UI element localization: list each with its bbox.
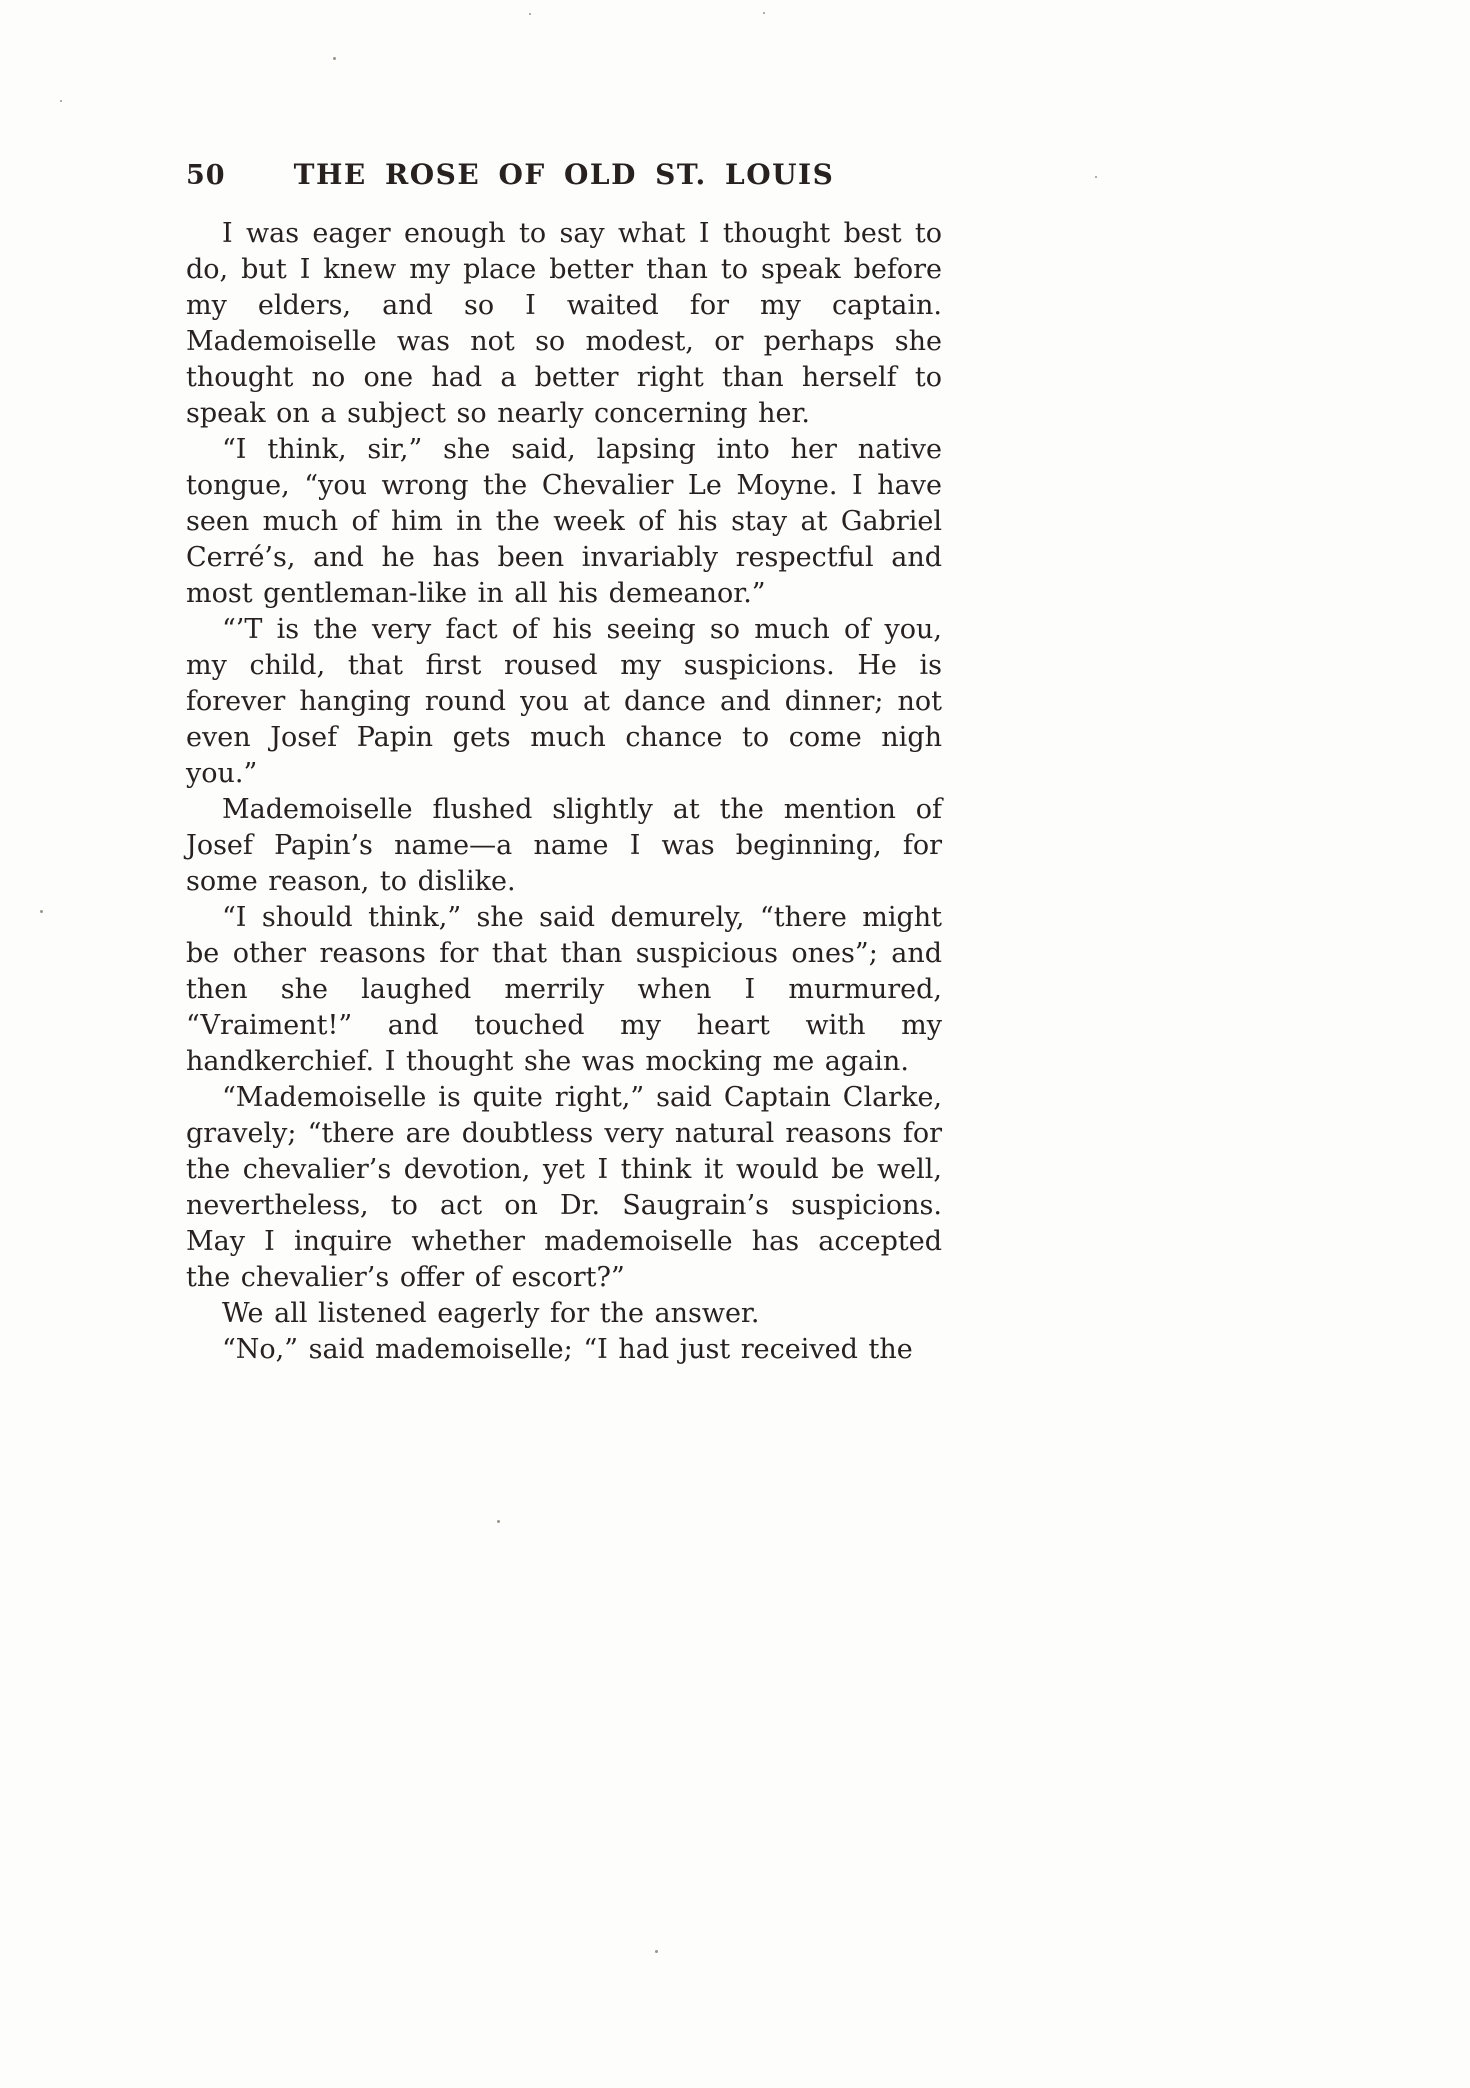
paragraph: “I should think,” she said demurely, “there might be other reasons for that than suspicious ones”; and then she laughed merrily when I murmured, “Vraiment!” and touched my heart with my handkerchief. I thought she was mocking me again. [186,902,942,1077]
paragraph: “No,” said mademoiselle; “I had just received the [222,1334,913,1365]
scan-speck [60,100,62,102]
page-header [186,158,942,200]
paragraph: Mademoiselle flushed slightly at the mention of Josef Papin’s name—a name I was beginning, for some reason, to dislike. [186,794,942,897]
scan-speck [40,910,43,913]
paragraph: We all listened eagerly for the answer. [222,1298,760,1329]
paragraph: “I think, sir,” she said, lapsing into her native tongue, “you wrong the Chevalier Le Moyne. I have seen much of him in the week of his stay at Gabriel Cerré’s, and he has been invariably respectful and most gentleman-like in all his demeanor.” [186,434,942,609]
paragraph: I was eager enough to say what I thought best to do, but I knew my place better than to speak before my elders, and so I waited for my captain. Mademoiselle was not so modest, or perhaps she thought no one had a better right than herself to speak on a subject so nearly concerning her. [186,218,942,429]
scan-speck [497,1520,500,1523]
paragraph: “Mademoiselle is quite right,” said Captain Clarke, gravely; “there are doubtless very natural reasons for the chevalier’s devotion, yet I think it would be well, nevertheless, to act on Dr. Saugrain’s suspicions. May I inquire whether mademoiselle has accepted the chevalier’s offer of escort?” [186,1082,942,1293]
body-text [186,216,942,1368]
running-title: THE ROSE OF OLD ST. LOUIS [293,158,835,191]
book-page [186,158,942,1368]
scan-speck [763,12,765,14]
scan-speck [333,57,336,60]
scan-speck [655,1950,658,1953]
paragraph: “’T is the very fact of his seeing so much of you, my child, that first roused my suspicions. He is forever hanging round you at dance and dinner; not even Josef Papin gets much chance to come nigh you.” [186,614,942,789]
scan-speck [1095,176,1097,178]
scan-speck [529,13,531,15]
page-number: 50 [186,160,226,191]
